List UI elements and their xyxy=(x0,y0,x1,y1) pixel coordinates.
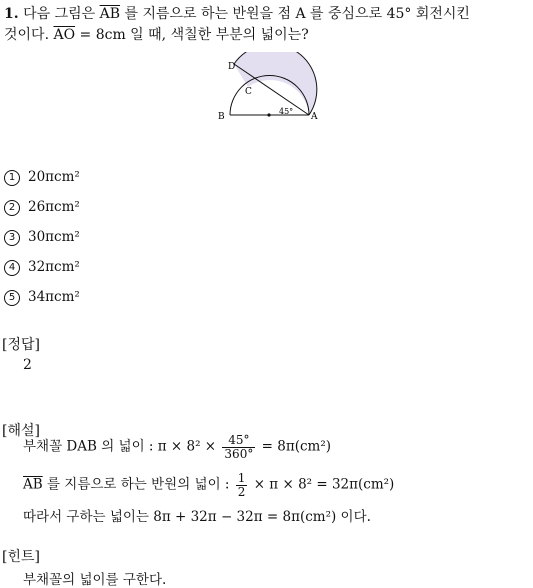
geometry-figure xyxy=(212,52,332,127)
question-text-2b: = 8cm 일 때, 색칠한 부분의 넓이는? xyxy=(79,27,309,43)
option-2-mark: 2 xyxy=(4,200,20,216)
hint-text: 부채꼴의 넓이를 구한다. xyxy=(23,572,167,588)
center-point xyxy=(267,113,270,116)
label-a: A xyxy=(311,112,318,122)
fraction-1-2 xyxy=(236,472,248,498)
segment-ab-2: $\overline{AB}$ xyxy=(23,476,43,493)
angle-label: 45° xyxy=(279,107,294,116)
label-d: D xyxy=(228,62,236,72)
question-text-1b: 를 지름으로 하는 반원을 점 A 를 중심으로 45° 회전시킨 xyxy=(124,6,470,22)
option-5-text: 34πcm² xyxy=(28,289,80,305)
option-4-text: 32πcm² xyxy=(28,259,80,275)
question-line-2 xyxy=(4,24,309,44)
fraction-numerator: 45° xyxy=(222,434,255,448)
option-3[interactable] xyxy=(4,229,80,246)
segment-ab: $\overline{AB}$ xyxy=(99,6,121,22)
shaded-region xyxy=(234,52,317,115)
question-number: 1. xyxy=(4,6,19,22)
question-text-2a: 것이다. xyxy=(4,27,50,43)
fraction-numerator-2: 1 xyxy=(237,471,246,485)
answer-heading: [정답] xyxy=(2,337,40,353)
option-1-text: 20πcm² xyxy=(28,169,80,185)
option-1[interactable] xyxy=(4,169,80,186)
segment-ao: $\overline{AO}$ xyxy=(53,27,76,43)
explanation-2a: 를 지름으로 하는 반원의 넓이 : xyxy=(46,476,230,493)
option-2-text: 26πcm² xyxy=(28,199,80,215)
explanation-line-3: 따라서 구하는 넓이는 8π + 32π − 32π = 8π(cm²) 이다. xyxy=(23,509,371,525)
option-4[interactable] xyxy=(4,259,80,276)
option-5-mark: 5 xyxy=(4,290,20,306)
option-3-mark: 3 xyxy=(4,230,20,246)
option-5[interactable] xyxy=(4,289,80,306)
explanation-line-1 xyxy=(23,434,331,460)
fraction-denominator: 360° xyxy=(224,446,254,461)
explanation-heading: [해설] xyxy=(2,423,40,439)
label-b: B xyxy=(218,112,225,122)
answer-value: 2 xyxy=(23,357,32,373)
option-4-mark: 4 xyxy=(4,260,20,276)
question-line-1 xyxy=(4,3,470,23)
fraction-45-360 xyxy=(222,434,255,460)
explanation-1b: = 8π(cm²) xyxy=(261,438,331,455)
fraction-denominator-2: 2 xyxy=(237,484,246,499)
option-1-mark: 1 xyxy=(4,170,20,186)
option-3-text: 30πcm² xyxy=(28,229,80,245)
explanation-2b: × π × 8² = 32π(cm²) xyxy=(253,476,395,493)
label-c: C xyxy=(245,87,252,97)
explanation-1a: 부채꼴 DAB 의 넓이 : π × 8² × xyxy=(23,438,217,455)
explanation-line-2 xyxy=(23,472,394,498)
hint-heading: [힌트] xyxy=(2,549,40,565)
question-text-1a: 다음 그림은 xyxy=(23,6,96,22)
option-2[interactable] xyxy=(4,199,80,216)
